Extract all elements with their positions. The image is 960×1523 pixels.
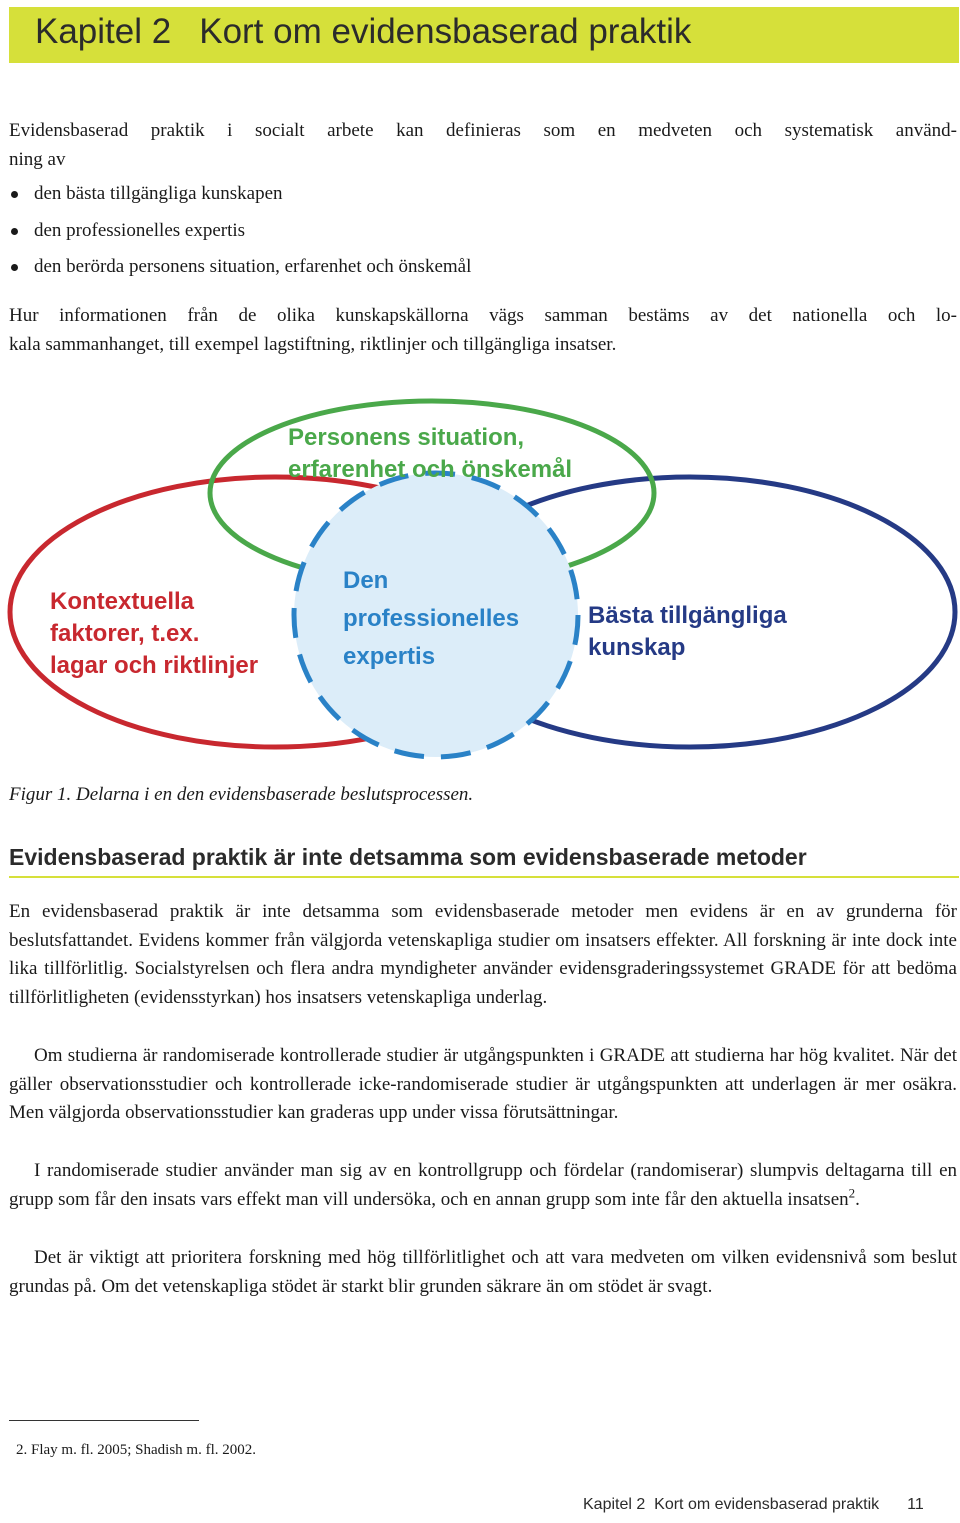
bullet-dot-icon	[11, 264, 18, 271]
list-item: den bästa tillgängliga kunskapen	[9, 180, 471, 217]
venn-diagram	[0, 390, 960, 770]
footnote-divider	[9, 1420, 199, 1421]
section-heading: Evidensbaserad praktik är inte detsamma som evidensbaserade metoder	[9, 844, 807, 870]
chapter-name: Kort om evidensbaserad praktik	[199, 12, 692, 51]
footnote: 2. Flay m. fl. 2005; Shadish m. fl. 2002.	[16, 1442, 256, 1458]
paragraph-2-line-2: kala sammanhanget, till exempel lagstiftning, riktlinjer och tillgängliga insatser.	[9, 334, 617, 355]
section-divider	[9, 876, 959, 878]
figure-caption: Figur 1. Delarna i en den evidensbaserade beslutsprocessen.	[9, 784, 474, 805]
section-paragraph-4: Det är viktigt att prioritera forskning med hög tillförlitlighet och att vara medveten om vilken evidensnivå som beslut grundas på. Om det vetenskapliga stödet är starkt blir grunden säkrare än om stödet är svagt.	[9, 1247, 957, 1297]
section-paragraph-1: En evidensbaserad praktik är inte detsamma som evidensbaserade metoder men evidens är en av grunderna för beslutsfattandet. Evidens kommer från välgjorda vetenskapliga studier om insatsers effekter. All forskning är inte dock inte lika tillförlitlig. Socialstyrelsen och flera andra myndigheter använder evidensgraderingssystemet GRADE för att bedöma tillförlitligheten (evidensstyrkan) hos insatsers vetenskapliga underlag.	[9, 901, 957, 1008]
bullet-dot-icon	[11, 191, 18, 198]
footer-chapter: Kapitel 2	[583, 1496, 646, 1513]
footer-title: Kort om evidensbaserad praktik	[654, 1496, 880, 1513]
bullet-dot-icon	[11, 228, 18, 235]
list-item: den berörda personens situation, erfarenhet och önskemål	[9, 253, 471, 290]
knowledge-label: Bästa tillgängliga kunskap	[588, 602, 787, 661]
intro-bullet-list	[9, 180, 471, 290]
section-paragraph-3: I randomiserade studier använder man sig av en kontrollgrupp och fördelar (randomiserar) slumpvis deltagarna till en grupp som får den insats vars effekt man vill undersöka, och en annan grupp som inte får den aktuella insatsen$^2$.	[9, 1160, 957, 1210]
list-item: den professionelles expertis	[9, 217, 471, 254]
intro-line-2: ning av	[9, 149, 66, 170]
page-number: 11	[907, 1496, 924, 1513]
intro-line-1: Evidensbaserad praktik i socialt arbete kan definieras som en medveten och systematisk använd-	[9, 120, 957, 141]
footnote-reference: 2	[848, 1185, 856, 1201]
person-label: Personens situation, erfarenhet och önskemål	[288, 424, 573, 483]
expertise-label: Den professionelles expertis	[343, 567, 520, 670]
paragraph-2-line-1: Hur informationen från de olika kunskapskällorna vägs samman bestäms av det nationella och lo-	[9, 305, 957, 326]
context-label: Kontextuella faktorer, t.ex. lagar och riktlinjer	[50, 588, 259, 679]
chapter-number: Kapitel 2	[35, 12, 172, 51]
page-footer	[583, 1496, 924, 1514]
chapter-title	[35, 12, 691, 52]
section-paragraph-2: Om studierna är randomiserade kontrollerade studier är utgångspunkten i GRADE att studierna har hög kvalitet. När det gäller observationsstudier och kontrollerade icke-randomiserade studier är utgångspunkten att underlagen är mer osäkra. Men välgjorda observationsstudier kan graderas upp under vissa förutsättningar.	[9, 1045, 957, 1123]
